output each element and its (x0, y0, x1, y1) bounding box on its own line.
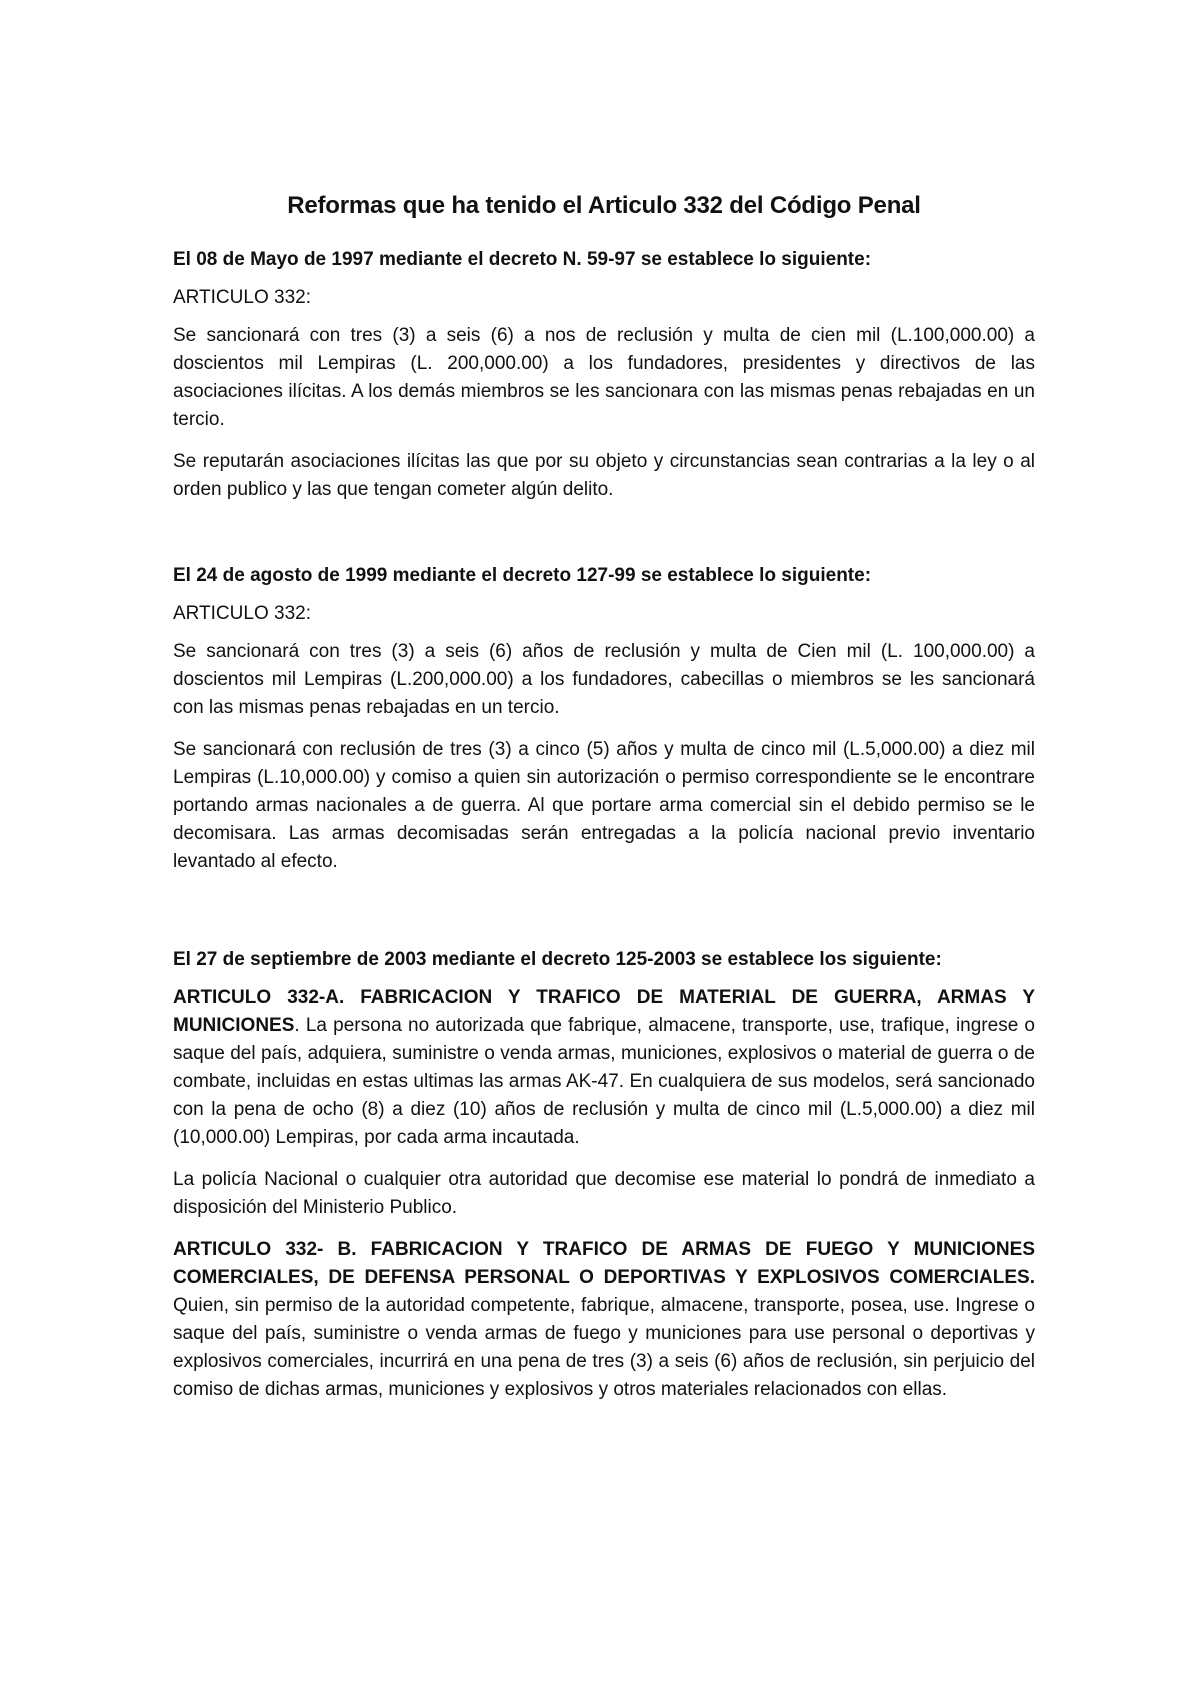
section-heading: El 08 de Mayo de 1997 mediante el decreto N. 59-97 se establece lo siguiente: (173, 249, 872, 270)
article-332-a-text: . La persona no autorizada que fabrique, almacene, transporte, use, trafique, ingrese o saque del país, adquiera, suministre o venda armas, municiones, explosivos o material de guerra o de combate, incluidas en estas ultimas las armas AK-47. En cualquiera de sus modelos, será sancionado con la pena de ocho (8) a diez (10) años de reclusión y multa de cinco mil (L.5,000.00) a diez mil (10,000.00) Lempiras, por cada arma incautada. (173, 1015, 1035, 1148)
article-label: ARTICULO 332: (173, 287, 311, 308)
section-heading: El 27 de septiembre de 2003 mediante el decreto 125-2003 se establece los siguiente: (173, 949, 942, 970)
article-332-b-text: Quien, sin permiso de la autoridad competente, fabrique, almacene, transporte, posea, use. Ingrese o saque del país, suministre o venda armas de fuego y municiones para use personal o deportivas y explosivos comerciales, incurrirá en una pena de tres (3) a seis (6) años de reclusión, sin perjuicio del comiso de dichas armas, municiones y explosivos y otros materiales relacionados con ellas. (173, 1295, 1035, 1400)
article-label: ARTICULO 332: (173, 603, 311, 624)
document-title: Reformas que ha tenido el Articulo 332 del Código Penal (287, 192, 921, 219)
paragraph: Se reputarán asociaciones ilícitas las que por su objeto y circunstancias sean contrarias a la ley o al orden publico y las que tengan cometer algún delito. (173, 451, 1035, 500)
article-332-a-title: ARTICULO 332-A. FABRICACION Y TRAFICO DE MATERIAL DE GUERRA, ARMAS Y MUNICIONES (173, 987, 1035, 1036)
section-spacer (173, 890, 1035, 946)
article-332-b-title: ARTICULO 332- B. FABRICACION Y TRAFICO DE ARMAS DE FUEGO Y MUNICIONES COMERCIALES, DE DEFENSA PERSONAL O DEPORTIVAS Y EXPLOSIVOS COMERCIALES. (173, 1239, 1035, 1288)
article-332-b-paragraph (173, 1236, 1035, 1404)
section-spacer (173, 518, 1035, 562)
paragraph: Se sancionará con reclusión de tres (3) a cinco (5) años y multa de cinco mil (L.5,000.00) a diez mil Lempiras (L.10,000.00) y comiso a quien sin autorización o permiso correspondiente se le encontrare portando armas nacionales a de guerra. Al que portare arma comercial sin el debido permiso se le decomisara. Las armas decomisadas serán entregadas a la policía nacional previo inventario levantado al efecto. (173, 739, 1035, 872)
section-1997 (173, 246, 1035, 504)
paragraph: Se sancionará con tres (3) a seis (6) años de reclusión y multa de Cien mil (L. 100,000.00) a doscientos mil Lempiras (L.200,000.00) a los fundadores, cabecillas o miembros se les sancionará con las mismas penas rebajadas en un tercio. (173, 641, 1035, 718)
paragraph: Se sancionará con tres (3) a seis (6) a nos de reclusión y multa de cien mil (L.100,000.00) a doscientos mil Lempiras (L. 200,000.00) a los fundadores, presidentes y directivos de las asociaciones ilícitas. A los demás miembros se les sancionara con las mismas penas rebajadas en un tercio. (173, 325, 1035, 430)
section-1999 (173, 562, 1035, 876)
paragraph: La policía Nacional o cualquier otra autoridad que decomise ese material lo pondrá de inmediato a disposición del Ministerio Publico. (173, 1169, 1035, 1218)
document-body (173, 190, 1035, 1418)
section-2003 (173, 946, 1035, 1404)
section-heading: El 24 de agosto de 1999 mediante el decreto 127-99 se establece lo siguiente: (173, 565, 872, 586)
article-332-a-paragraph (173, 984, 1035, 1152)
